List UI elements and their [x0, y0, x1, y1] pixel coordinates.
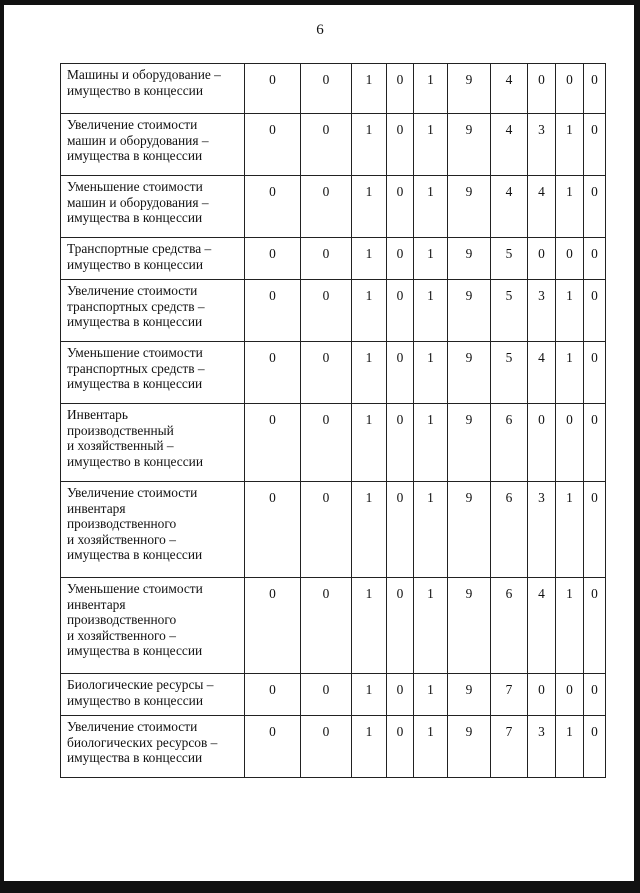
code-digit-cell: 1	[414, 64, 448, 114]
row-label-line: имущества в концессии	[67, 148, 203, 164]
code-digit-cell: 0	[584, 280, 606, 342]
code-digit-cell: 1	[352, 716, 387, 778]
code-digit-cell: 5	[491, 238, 528, 280]
table-row	[61, 342, 606, 404]
code-digit-cell: 9	[448, 342, 491, 404]
code-digit-cell: 0	[584, 482, 606, 578]
code-digit-cell: 1	[352, 578, 387, 674]
code-digit-cell: 0	[387, 238, 414, 280]
row-label-line: машин и оборудования –	[67, 132, 209, 148]
code-digit-cell: 6	[491, 404, 528, 482]
code-digit-cell: 0	[584, 238, 606, 280]
row-label-line: Инвентарь	[67, 407, 128, 422]
row-label-line: производственного	[67, 612, 177, 628]
code-digit-cell: 4	[528, 578, 556, 674]
table-body	[61, 64, 606, 778]
row-label-line: Уменьшение стоимости	[67, 179, 203, 194]
code-digit-cell: 0	[387, 114, 414, 176]
row-label-line: Транспортные средства –	[67, 241, 212, 256]
code-digit-cell: 1	[414, 176, 448, 238]
row-label-line: имущества в концессии	[67, 376, 203, 392]
row-label-line: машин и оборудования –	[67, 194, 209, 210]
row-label-line: производственного	[67, 516, 177, 532]
code-digit-cell: 0	[301, 114, 352, 176]
table-row	[61, 176, 606, 238]
code-digit-cell: 1	[352, 238, 387, 280]
code-digit-cell: 0	[301, 64, 352, 114]
code-digit-cell: 5	[491, 342, 528, 404]
code-digit-cell: 0	[584, 342, 606, 404]
row-label-cell	[61, 716, 245, 778]
code-digit-cell: 1	[414, 674, 448, 716]
code-digit-cell: 0	[387, 482, 414, 578]
row-label-cell	[61, 404, 245, 482]
code-digit-cell: 0	[584, 578, 606, 674]
code-digit-cell: 0	[556, 404, 584, 482]
row-label-line: имущества в концессии	[67, 547, 203, 563]
code-digit-cell: 1	[414, 404, 448, 482]
code-digit-cell: 0	[387, 280, 414, 342]
code-digit-cell: 3	[528, 716, 556, 778]
code-digit-cell: 0	[528, 674, 556, 716]
row-label-line: имущество в концессии	[67, 256, 204, 272]
row-label-cell	[61, 176, 245, 238]
code-digit-cell: 6	[491, 578, 528, 674]
code-digit-cell: 6	[491, 482, 528, 578]
code-digit-cell: 3	[528, 482, 556, 578]
code-digit-cell: 1	[352, 114, 387, 176]
code-digit-cell: 4	[491, 64, 528, 114]
row-label-cell	[61, 482, 245, 578]
code-digit-cell: 1	[556, 482, 584, 578]
code-digit-cell: 4	[491, 114, 528, 176]
table-row	[61, 674, 606, 716]
code-digit-cell: 1	[352, 342, 387, 404]
code-digit-cell: 1	[414, 578, 448, 674]
row-label-line: инвентаря	[67, 500, 126, 516]
row-label-line: имущество в концессии	[67, 453, 204, 469]
row-label-line: Увеличение стоимости	[67, 283, 198, 298]
code-digit-cell: 1	[352, 482, 387, 578]
code-digit-cell: 0	[301, 280, 352, 342]
code-digit-cell: 1	[414, 482, 448, 578]
row-label-line: Биологические ресурсы –	[67, 677, 214, 692]
code-digit-cell: 0	[528, 64, 556, 114]
row-label-line: производственный	[67, 422, 174, 438]
code-digit-cell: 7	[491, 716, 528, 778]
table-row	[61, 238, 606, 280]
table-row	[61, 578, 606, 674]
code-digit-cell: 9	[448, 238, 491, 280]
row-label-cell	[61, 578, 245, 674]
row-label-cell	[61, 342, 245, 404]
code-digit-cell: 1	[556, 578, 584, 674]
code-digit-cell: 0	[245, 176, 301, 238]
code-digit-cell: 9	[448, 578, 491, 674]
code-digit-cell: 3	[528, 114, 556, 176]
code-digit-cell: 0	[245, 64, 301, 114]
code-digit-cell: 1	[352, 674, 387, 716]
code-digit-cell: 4	[491, 176, 528, 238]
code-digit-cell: 0	[584, 716, 606, 778]
row-label-line: и хозяйственного –	[67, 531, 176, 547]
table-row	[61, 280, 606, 342]
code-digit-cell: 1	[414, 238, 448, 280]
code-digit-cell: 1	[556, 114, 584, 176]
code-digit-cell: 0	[245, 238, 301, 280]
row-label-line: биологических ресурсов –	[67, 734, 218, 750]
table-row	[61, 482, 606, 578]
code-digit-cell: 0	[387, 342, 414, 404]
code-digit-cell: 0	[245, 114, 301, 176]
code-digit-cell: 0	[556, 238, 584, 280]
code-digit-cell: 0	[387, 64, 414, 114]
code-digit-cell: 9	[448, 280, 491, 342]
row-label-line: и хозяйственного –	[67, 627, 176, 643]
code-digit-cell: 1	[414, 114, 448, 176]
code-digit-cell: 9	[448, 114, 491, 176]
code-digit-cell: 0	[301, 674, 352, 716]
row-label-line: Увеличение стоимости	[67, 117, 198, 132]
row-label-line: Увеличение стоимости	[67, 719, 198, 734]
code-digit-cell: 4	[528, 176, 556, 238]
row-label-line: транспортных средств –	[67, 360, 205, 376]
code-digit-cell: 5	[491, 280, 528, 342]
code-digit-cell: 0	[556, 674, 584, 716]
table-row	[61, 716, 606, 778]
code-digit-cell: 1	[414, 716, 448, 778]
row-label-cell	[61, 238, 245, 280]
row-label-line: транспортных средств –	[67, 298, 205, 314]
code-digit-cell: 3	[528, 280, 556, 342]
code-digit-cell: 0	[387, 404, 414, 482]
code-digit-cell: 0	[245, 716, 301, 778]
code-digit-cell: 0	[387, 176, 414, 238]
row-label-line: имущество в концессии	[67, 82, 204, 98]
code-digit-cell: 0	[528, 404, 556, 482]
code-digit-cell: 1	[352, 176, 387, 238]
code-digit-cell: 0	[301, 404, 352, 482]
code-digit-cell: 0	[301, 238, 352, 280]
row-label-line: Увеличение стоимости	[67, 485, 198, 500]
code-digit-cell: 9	[448, 716, 491, 778]
code-digit-cell: 9	[448, 176, 491, 238]
row-label-cell	[61, 64, 245, 114]
code-digit-cell: 0	[245, 674, 301, 716]
table-row	[61, 114, 606, 176]
code-digit-cell: 0	[584, 114, 606, 176]
code-digit-cell: 4	[528, 342, 556, 404]
code-digit-cell: 0	[584, 64, 606, 114]
code-digit-cell: 1	[414, 280, 448, 342]
row-label-cell	[61, 674, 245, 716]
code-digit-cell: 9	[448, 482, 491, 578]
code-digit-cell: 0	[301, 716, 352, 778]
account-codes-table	[60, 63, 606, 778]
row-label-line: имущества в концессии	[67, 750, 203, 766]
row-label-line: имущество в концессии	[67, 692, 204, 708]
row-label-cell	[61, 114, 245, 176]
code-digit-cell: 0	[556, 64, 584, 114]
code-digit-cell: 0	[301, 342, 352, 404]
code-digit-cell: 1	[556, 176, 584, 238]
code-digit-cell: 9	[448, 64, 491, 114]
row-label-line: имущества в концессии	[67, 210, 203, 226]
row-label-line: Уменьшение стоимости	[67, 581, 203, 596]
code-digit-cell: 0	[245, 578, 301, 674]
code-digit-cell: 0	[245, 342, 301, 404]
code-digit-cell: 9	[448, 404, 491, 482]
code-digit-cell: 1	[556, 342, 584, 404]
page-number: 6	[316, 22, 324, 38]
row-label-cell	[61, 280, 245, 342]
code-digit-cell: 1	[352, 280, 387, 342]
row-label-line: Уменьшение стоимости	[67, 345, 203, 360]
code-digit-cell: 0	[584, 176, 606, 238]
code-digit-cell: 0	[528, 238, 556, 280]
code-digit-cell: 1	[352, 404, 387, 482]
code-digit-cell: 0	[387, 716, 414, 778]
code-digit-cell: 1	[352, 64, 387, 114]
table-row	[61, 64, 606, 114]
code-digit-cell: 0	[301, 482, 352, 578]
row-label-line: имущества в концессии	[67, 314, 203, 330]
code-digit-cell: 0	[301, 578, 352, 674]
row-label-line: имущества в концессии	[67, 643, 203, 659]
row-label-line: и хозяйственный –	[67, 438, 174, 454]
row-label-line: Машины и оборудование –	[67, 67, 221, 82]
code-digit-cell: 0	[245, 280, 301, 342]
code-digit-cell: 0	[245, 404, 301, 482]
code-digit-cell: 1	[414, 342, 448, 404]
row-label-line: инвентаря	[67, 596, 126, 612]
code-digit-cell: 0	[584, 404, 606, 482]
code-digit-cell: 0	[245, 482, 301, 578]
code-digit-cell: 0	[584, 674, 606, 716]
code-digit-cell: 9	[448, 674, 491, 716]
table-row	[61, 404, 606, 482]
code-digit-cell: 0	[387, 578, 414, 674]
code-digit-cell: 1	[556, 280, 584, 342]
code-digit-cell: 7	[491, 674, 528, 716]
code-digit-cell: 0	[387, 674, 414, 716]
code-digit-cell: 1	[556, 716, 584, 778]
code-digit-cell: 0	[301, 176, 352, 238]
